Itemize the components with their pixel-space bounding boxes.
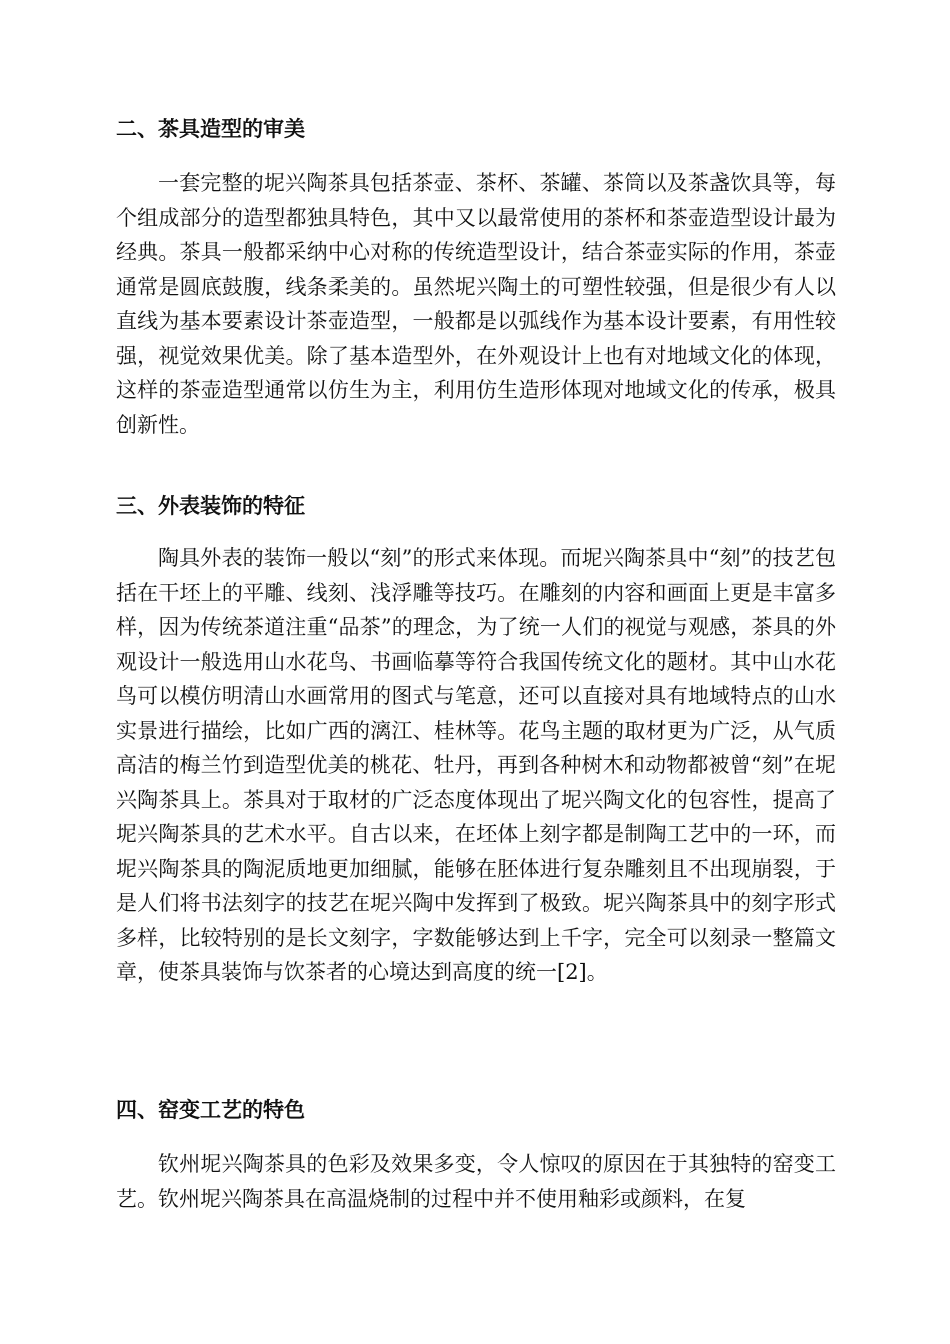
paragraph: 陶具外表的装饰一般以“刻”的形式来体现。而坭兴陶茶具中“刻”的技艺包括在干坯上的平雕、线刻、浅浮雕等技巧。在雕刻的内容和画面上更是丰富多样，因为传统茶道注重“品茶”的理念，为了统一人们的视觉与观感，茶具的外观设计一般选用山水花鸟、书画临摹等符合我国传统文化的题材。其中山水花鸟可以模仿明清山水画常用的图式与笔意，还可以直接对具有地域特点的山水实景进行描绘，比如广西的漓江、桂林等。花鸟主题的取材更为广泛，从气质高洁的梅兰竹到造型优美的桃花、牡丹，再到各种树木和动物都被曾“刻”在坭兴陶茶具上。茶具对于取材的广泛态度体现出了坭兴陶文化的包容性，提高了坭兴陶茶具的艺术水平。自古以来，在坯体上刻字都是制陶工艺中的一环，而坭兴陶茶具的陶泥质地更加细腻，能够在胚体进行复杂雕刻且不出现崩裂，于是人们将书法刻字的技艺在坭兴陶中发挥到了极致。坭兴陶茶具中的刻字形式多样，比较特别的是长文刻字，字数能够达到上千字，完全可以刻录一整篇文章，使茶具装饰与饮茶者的心境达到高度的统一[2]。 [116, 546, 836, 984]
section-heading: 四、窑变工艺的特色 [116, 1098, 305, 1122]
paragraph: 一套完整的坭兴陶茶具包括茶壶、茶杯、茶罐、茶筒以及茶盏饮具等，每个组成部分的造型都独具特色，其中又以最常使用的茶杯和茶壶造型设计最为经典。茶具一般都采纳中心对称的传统造型设计，结合茶壶实际的作用，茶壶通常是圆底鼓腹，线条柔美的。虽然坭兴陶土的可塑性较强，但是很少有人以直线为基本要素设计茶壶造型，一般都是以弧线作为基本设计要素，有用性较强，视觉效果优美。除了基本造型外，在外观设计上也有对地域文化的体现，这样的茶壶造型通常以仿生为主，利用仿生造形体现对地域文化的传承，极具创新性。 [116, 171, 836, 437]
section-body [116, 166, 836, 442]
section-heading: 三、外表装饰的特征 [116, 494, 305, 518]
paragraph: 钦州坭兴陶茶具的色彩及效果多变，令人惊叹的原因在于其独特的窑变工艺。钦州坭兴陶茶具在高温烧制的过程中并不使用釉彩或颜料，在复 [116, 1152, 836, 1211]
section-body [116, 541, 836, 990]
section-heading: 二、茶具造型的审美 [116, 117, 305, 141]
section-body [116, 1147, 836, 1216]
